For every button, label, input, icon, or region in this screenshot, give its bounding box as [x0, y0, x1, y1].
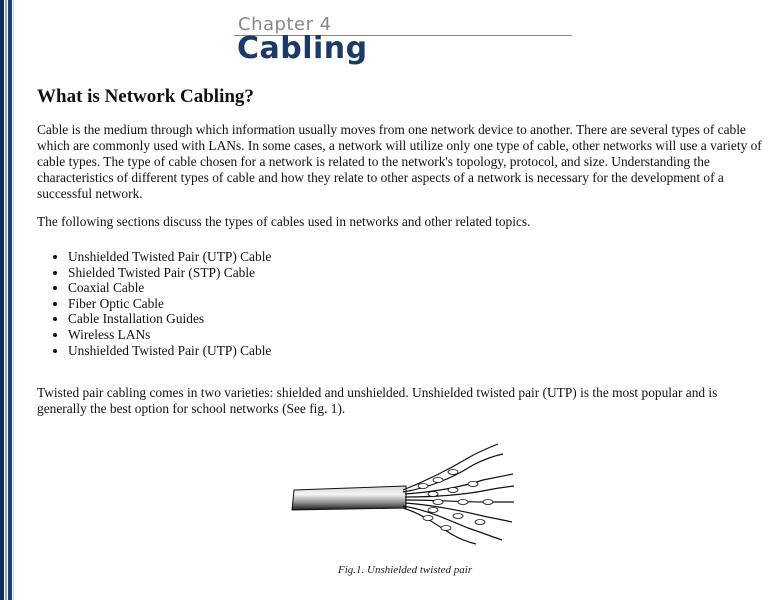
- chapter-header: [234, 14, 574, 74]
- section-heading: What is Network Cabling?: [37, 86, 254, 107]
- list-item: • Unshielded Twisted Pair (UTP) Cable: [68, 343, 765, 359]
- list-item: • Cable Installation Guides: [68, 311, 765, 327]
- list-item: • Wireless LANs: [68, 327, 765, 343]
- chapter-label: Chapter 4: [238, 14, 332, 35]
- left-border-mid: [8, 0, 12, 600]
- list-item: • Coaxial Cable: [68, 280, 765, 296]
- left-border-dark: [0, 0, 4, 600]
- intro-paragraph: Cable is the medium through which information usually moves from one network device to another. There are several types of cable which are commonly used with LANs. In some cases, a network will utilize only one type of cable, other networks will use a variety of cable types. The type of cable chosen for a network is related to the network's topology, protocol, and size. Understanding the characteristics of different types of cable and how they relate to other aspects of a network is necessary for the development of a successful network.: [37, 122, 762, 201]
- topic-list: [37, 249, 765, 358]
- utp-cable-image: [288, 440, 518, 545]
- sections-paragraph: The following sections discuss the types of cables used in networks and other related topics.: [37, 214, 531, 229]
- twisted-pair-paragraph: Twisted pair cabling comes in two varieties: shielded and unshielded. Unshielded twisted pair (UTP) is the most popular and is generally the best option for school networks (See fig. 1).: [37, 385, 718, 417]
- main-content: [37, 86, 765, 417]
- list-item: • Unshielded Twisted Pair (UTP) Cable: [68, 249, 765, 265]
- list-item: • Fiber Optic Cable: [68, 296, 765, 312]
- chapter-title: Cabling: [237, 31, 368, 66]
- left-border-thin: [13, 0, 14, 600]
- list-item: • Shielded Twisted Pair (STP) Cable: [68, 265, 765, 281]
- figure-caption: Fig.1. Unshielded twisted pair: [338, 564, 473, 576]
- utp-cable-illustration: [288, 440, 518, 545]
- left-border-light: [5, 0, 7, 600]
